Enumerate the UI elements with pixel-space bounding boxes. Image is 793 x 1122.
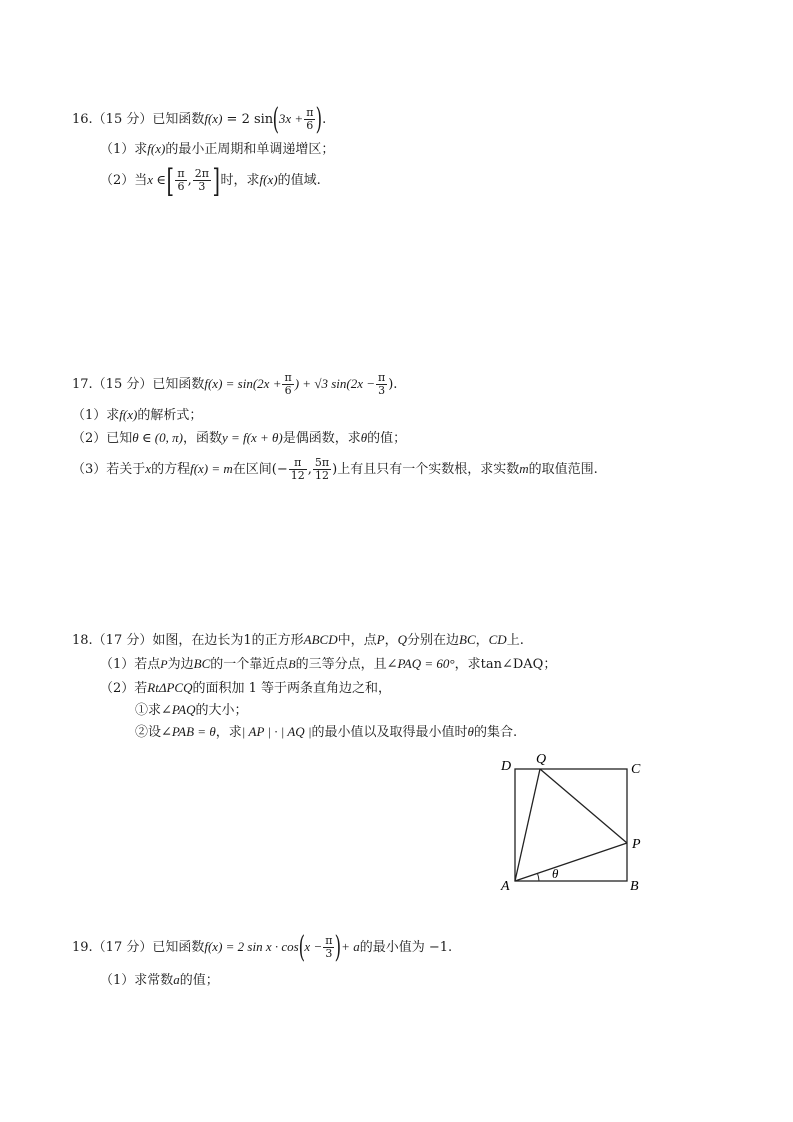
angle-theta-arc <box>538 874 540 882</box>
q17-p2-func: y = f(x + θ) <box>221 430 283 445</box>
q19-rparen: ) <box>335 929 342 965</box>
q18-p1-end: ； <box>543 657 557 672</box>
q18-p2-label: （2）若 <box>100 681 148 696</box>
label-q: Q <box>536 752 547 767</box>
q18-sub2 <box>135 722 517 743</box>
q17-p3-mid3: 上有且只有一个实数根，求实数 <box>337 462 520 477</box>
q16-head: 16.（15 分）已知函数 <box>72 112 205 127</box>
q18-p2-tri: RtΔPCQ <box>147 680 193 695</box>
q18-s1-angle: ∠PAQ <box>161 702 196 717</box>
q16-p2-rbracket: ] <box>212 161 221 200</box>
q16-p2-label: （2）当 <box>100 173 148 188</box>
q16-frac: $\frac{\pi}{6}$ <box>306 106 314 132</box>
q17-head: 17.（15 分）已知函数 <box>72 377 205 392</box>
square-figure <box>490 745 660 900</box>
q19-inner: x − <box>304 939 323 954</box>
q17-p3-mid2: 在区间 <box>232 462 272 477</box>
q19-frac: $\frac{\pi}{3}$ <box>325 934 333 960</box>
q18-s2-theta: θ <box>467 724 474 739</box>
q16-part1 <box>100 139 334 160</box>
q18-BC: BC <box>459 632 476 647</box>
q18-CD: CD <box>488 632 507 647</box>
q16-p2-fx: f(x) <box>259 172 278 187</box>
q18-s2-mid2: 的最小值以及取得最小值时 <box>311 725 468 740</box>
q18-p1-BC: BC <box>193 656 211 671</box>
q18-s2-label: ②设 <box>135 725 162 740</box>
q18-head2: 的正方形 <box>251 633 304 648</box>
q17-p3-frac1: $\frac{\pi}{12}$ <box>290 456 305 482</box>
q17-p1-text: 的解析式； <box>137 408 203 423</box>
q18-abcd: ABCD <box>303 632 338 647</box>
label-theta: θ <box>552 866 559 881</box>
q18-head6: ， <box>475 633 489 648</box>
square-abcd <box>515 769 627 881</box>
q16-p2-end: 的值域. <box>277 173 321 188</box>
q16-p1-text: 的最小正周期和单调递增区； <box>165 142 335 157</box>
q18-P: P <box>376 632 385 647</box>
q17-part3: （3）若关于x的方程f(x) = m在区间(− $\frac{\pi}{12}$ , $\frac{5\pi}{12}$ )上有且只有一个实数根，求实数m的取值范围. <box>72 456 598 482</box>
segment-ap <box>515 843 627 881</box>
q19-p1-end: 的值； <box>179 973 219 988</box>
segment-pq <box>540 769 627 843</box>
q16-part2: （2）当x ∈[ $\frac{\pi}{6}$ , $\frac{2\pi}{3}$ ]时，求f(x)的值域. <box>100 161 321 200</box>
q16-inner: 3x + <box>278 111 304 126</box>
q18-p1-angle: ∠PAQ = 60° <box>386 656 455 671</box>
q16-p2-lbracket: [ <box>166 161 174 200</box>
q19-stem <box>72 931 452 963</box>
q18-s1-end: 的大小； <box>195 703 248 718</box>
q18-p1-B: B <box>288 657 296 671</box>
q17-p1-fx: f(x) <box>119 407 138 422</box>
label-b: B <box>630 879 639 894</box>
q18-sub1 <box>135 700 248 721</box>
q18-p1-mid2: 的一个靠近点 <box>210 657 289 672</box>
q18-s2-mid: ，求 <box>215 725 242 740</box>
q17-frac2: $\frac{\pi}{3}$ <box>378 371 386 397</box>
q17-eq3: ). <box>388 377 398 392</box>
q18-p1-label: （1）若点 <box>100 657 161 672</box>
q17-p2-theta: θ ∈ (0, π) <box>132 430 183 445</box>
q19-lparen: ( <box>298 929 305 965</box>
q19-head: 19.（17 分）已知函数 <box>72 940 205 955</box>
q16-eq: = 2 sin <box>222 112 274 127</box>
q18-Q: Q <box>397 632 407 647</box>
q18-head3: 中，点 <box>337 633 377 648</box>
q17-p3-open: (− <box>271 462 288 477</box>
q17-p3-eq: f(x) = m <box>190 461 233 476</box>
q19-end: 的最小值为 −1. <box>359 940 453 955</box>
q18-p2-text: 的面积加 1 等于两条直角边之和， <box>192 681 392 696</box>
q17-p2-theta2: θ <box>360 430 368 445</box>
q18-p1-mid4: ，求 <box>454 657 481 672</box>
q16-lparen: ( <box>272 101 280 137</box>
q17-part1 <box>72 405 202 426</box>
q18-head5: 分别在边 <box>406 633 459 648</box>
q17-fx: f(x) <box>204 376 223 391</box>
q18-head7: 上. <box>506 633 524 648</box>
q19-fx: f(x) <box>204 939 223 954</box>
q18-p1-P: P <box>160 657 168 671</box>
q17-eq2: ) + √3 sin(2x − <box>294 376 375 391</box>
q18-p1-mid3: 的三等分点，且 <box>295 657 387 672</box>
q17-p3-end: 的取值范围. <box>528 462 598 477</box>
q16-p1-fx: f(x) <box>147 141 166 156</box>
q17-frac1: $\frac{\pi}{6}$ <box>284 371 292 397</box>
q17-p2-mid: ，函数 <box>182 431 222 446</box>
q18-stem <box>72 630 524 651</box>
q17-p2-label: （2）已知 <box>72 431 133 446</box>
q16-p2-frac2: $\frac{2\pi}{3}$ <box>194 167 210 193</box>
q16-p2-mid: 时，求 <box>220 173 260 188</box>
label-a: A <box>501 879 510 894</box>
q17-p2-mid2: 是偶函数，求 <box>282 431 361 446</box>
q18-one: 1 <box>243 633 252 648</box>
q18-s1-label: ①求 <box>135 703 162 718</box>
q19-eq: = 2 sin x · cos <box>222 939 299 954</box>
q19-p1-label: （1）求常数 <box>100 973 174 988</box>
q17-part2 <box>72 428 406 449</box>
q18-s2-end: 的集合. <box>473 725 518 740</box>
q19-part1 <box>100 970 219 991</box>
q18-p1-tan: tan∠DAQ <box>480 657 544 672</box>
q18-p1-mid: 为边 <box>167 657 194 672</box>
q18-head: 18.（17 分）如图，在边长为 <box>72 633 244 648</box>
q17-p2-end: 的值； <box>367 431 407 446</box>
q17-stem <box>72 369 397 399</box>
q17-p3-m: m <box>519 461 529 476</box>
q18-part2 <box>100 678 391 699</box>
q16-fx: f(x) <box>204 111 223 126</box>
label-p: P <box>632 837 641 852</box>
q17-p3-frac2: $\frac{5\pi}{12}$ <box>314 456 330 482</box>
q19-p1-a: a <box>173 972 180 987</box>
q16-p1-label: （1）求 <box>100 142 148 157</box>
q17-p3-x: x <box>145 461 152 476</box>
label-c: C <box>631 762 641 777</box>
q19-plus: + a <box>341 939 360 954</box>
q18-s2-expr: | AP | · | AQ | <box>241 724 312 739</box>
q18-s2-angle: ∠PAB = θ <box>161 724 216 739</box>
q17-p1-label: （1）求 <box>72 408 120 423</box>
q17-p3-mid: 的方程 <box>151 462 191 477</box>
q16-p2-x: x ∈ <box>147 172 166 187</box>
q16-end: . <box>322 112 327 127</box>
segment-aq <box>515 769 540 881</box>
q16-p2-frac1: $\frac{\pi}{6}$ <box>177 167 185 193</box>
q17-eq1: = sin(2x + <box>222 376 282 391</box>
label-d: D <box>501 759 512 774</box>
q18-head4: ， <box>384 633 398 648</box>
q17-p3-close: ) <box>332 462 338 477</box>
q17-p3-label: （3）若关于 <box>72 462 146 477</box>
q16-rparen: ) <box>316 101 323 137</box>
q18-part1 <box>100 654 556 675</box>
q16-stem <box>72 101 327 137</box>
